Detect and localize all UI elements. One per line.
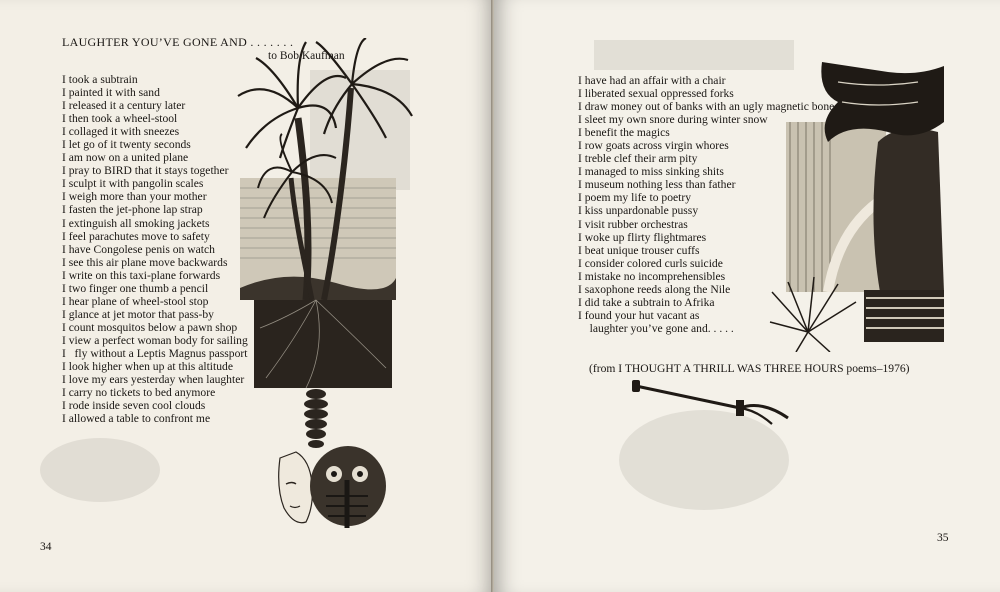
poem-line: I sculpt it with pangolin scales xyxy=(62,177,204,191)
poem-line: I did take a subtrain to Afrika xyxy=(578,295,715,309)
poem-line: I rode inside seven cool clouds xyxy=(62,399,206,413)
poem-line: I weigh more than your mother xyxy=(62,190,207,204)
poem-line: I found your hut vacant as xyxy=(578,308,700,322)
poem-line: I view a perfect woman body for sailing xyxy=(62,333,248,347)
poem-line: I let go of it twenty seconds xyxy=(62,138,191,152)
poem-line: I carry no tickets to bed anymore xyxy=(62,386,216,400)
palm-tree-collage-illustration xyxy=(236,38,414,398)
face-and-mask-collage-illustration xyxy=(270,388,396,538)
poem-line: I museum nothing less than father xyxy=(578,178,736,192)
page-number: 34 xyxy=(40,541,52,553)
poem-line: I mistake no incomprehensibles xyxy=(578,269,726,283)
poem-dedication: to Bob Kaufman xyxy=(268,50,345,62)
poem-line: I fly without a Leptis Magnus passport xyxy=(62,346,248,360)
poem-line: I have had an affair with a chair xyxy=(578,74,726,87)
poem-line: I woke up flirty flightmares xyxy=(578,230,707,244)
show-through-illustration xyxy=(594,30,794,80)
poem-line: I pray to BIRD that it stays together xyxy=(62,164,229,178)
poem-line: I fasten the jet-phone lap strap xyxy=(62,203,203,217)
poem-line: I saxophone reeds along the Nile xyxy=(578,282,731,296)
poem-line: I benefit the magics xyxy=(578,126,670,140)
poem-line: I treble clef their arm pity xyxy=(578,152,698,166)
poem-line: I released it a century later xyxy=(62,99,186,113)
poem-line: I draw money out of banks with an ugly magnetic bone xyxy=(578,100,835,114)
poem-line: I extinguish all smoking jackets xyxy=(62,216,210,230)
page-number: 35 xyxy=(937,532,949,544)
poem-line: I liberated sexual oppressed forks xyxy=(578,87,734,101)
poem-line: I two finger one thumb a pencil xyxy=(62,281,209,295)
poem-line: I managed to miss sinking shits xyxy=(578,165,724,179)
poem-line: I hear plane of wheel-stool stop xyxy=(62,294,209,308)
poem-line: I am now on a united plane xyxy=(62,151,189,165)
show-through-illustration xyxy=(30,430,170,510)
poem-line: I count mosquitos below a pawn shop xyxy=(62,320,238,334)
poem-line: laughter you’ve gone and. . . . . xyxy=(578,321,734,335)
poem-line: I kiss unpardonable pussy xyxy=(578,204,699,218)
poem-line: I have Congolese penis on watch xyxy=(62,242,215,256)
poem-line: I write on this taxi-plane forwards xyxy=(62,268,221,282)
poem-line: I allowed a table to confront me xyxy=(62,412,211,426)
poem-line: I then took a wheel-stool xyxy=(62,112,178,126)
poem-line: I beat unique trouser cuffs xyxy=(578,243,700,257)
poem-title: LAUGHTER YOU’VE GONE AND . . . . . . . xyxy=(62,35,294,49)
poem-line: I took a subtrain xyxy=(62,73,138,86)
left-page xyxy=(0,0,494,592)
hoe-tool-illustration xyxy=(632,378,796,428)
poem-line: I look higher when up at this altitude xyxy=(62,360,233,374)
poem-line: I painted it with sand xyxy=(62,86,160,100)
poem-line: I see this air plane move backwards xyxy=(62,255,228,269)
poem-line: I row goats across virgin whores xyxy=(578,139,729,153)
poem-line: I love my ears yesterday when laughter xyxy=(62,373,245,387)
poem-line: I sleet my own snore during winter snow xyxy=(578,113,768,127)
road-and-reeds-collage-illustration xyxy=(768,62,946,352)
poem-line: I glance at jet motor that pass-by xyxy=(62,307,214,321)
source-citation: (from I THOUGHT A THRILL WAS THREE HOURS poems–1976) xyxy=(589,362,910,375)
poem-line: I collaged it with sneezes xyxy=(62,125,180,139)
poem-line: I feel parachutes move to safety xyxy=(62,229,210,243)
poem-line: I visit rubber orchestras xyxy=(578,217,688,231)
poem-line: I poem my life to poetry xyxy=(578,191,692,205)
poem-line: I consider colored curls suicide xyxy=(578,256,723,270)
